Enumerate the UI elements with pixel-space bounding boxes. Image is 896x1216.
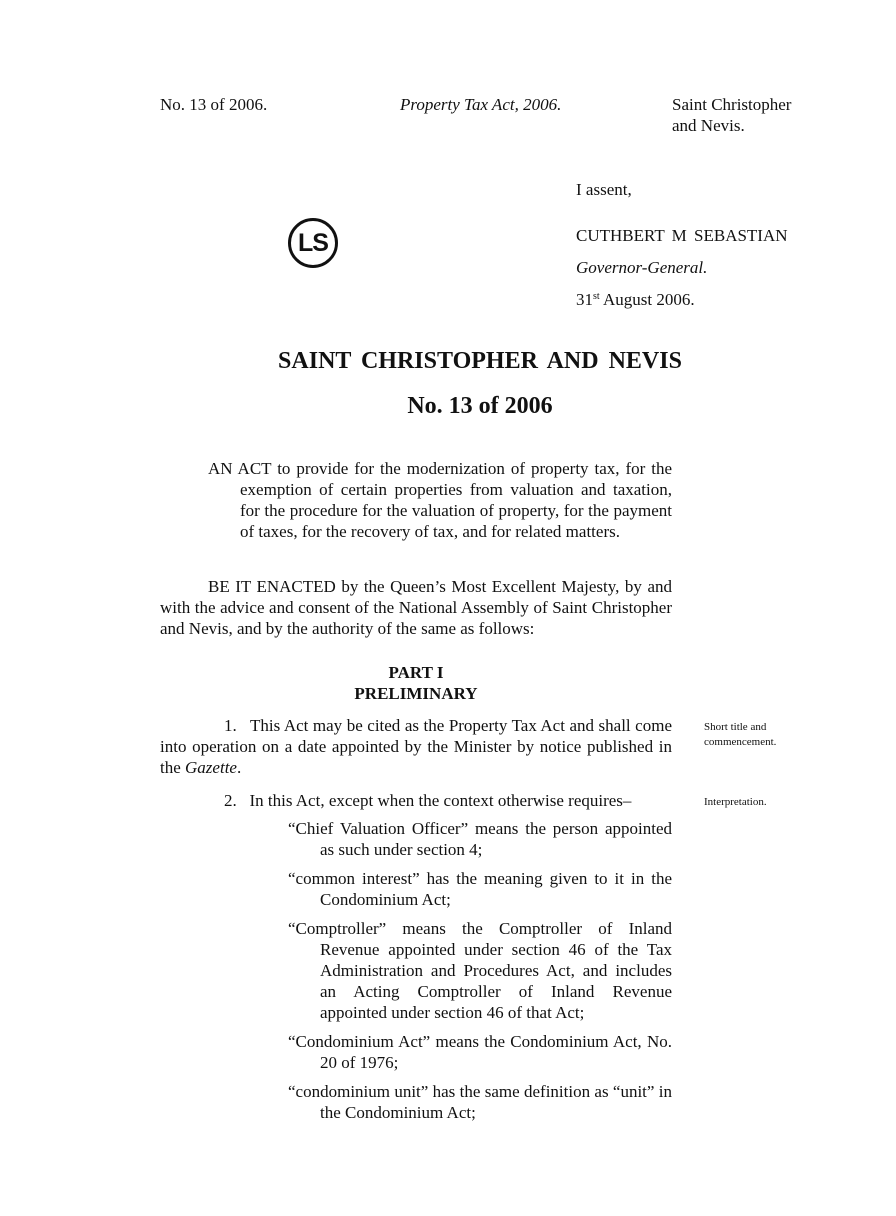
margin-note-short-title: Short title and commencement. [704,721,777,748]
seal-icon [288,218,338,268]
margin-note-interpretation: Interpretation. [704,796,767,808]
running-header-country-line2: and Nevis. [672,116,745,135]
running-header-act-number: No. 13 of 2006. [160,95,268,114]
running-header-country-line1: Saint Christopher [672,95,792,114]
definition-chief-valuation-officer: “Chief Valuation Officer” means the person appointed as such under section 4; [288,819,672,859]
section-1-text: 1. This Act may be cited as the Property Tax Act and shall come into operation on a date appointed by the Minister by notice published in the [160,716,672,777]
definition-comptroller: “Comptroller” means the Comptroller of Inland Revenue appointed under section 46 of the Tax Administration and Procedures Act, and includes an Acting Comptroller of Inland Revenue appointed under section 46 of that Act; [288,919,672,1022]
gazette-reference: Gazette [185,758,237,777]
governor-general-title: Governor-General. [576,258,708,277]
part-number: PART I [388,663,444,682]
assent-text: I assent, [576,180,632,199]
assent-date [576,289,695,310]
running-header-act-title: Property Tax Act, 2006. [400,95,562,114]
long-title: AN ACT to provide for the modernization of property tax, for the exemption of certain properties from valuation and taxation, for the procedure for the valuation of property, for the payment of taxes, for the recovery of tax, and for related matters. [208,459,672,541]
section-2-intro: 2. In this Act, except when the context otherwise requires– [224,791,632,810]
act-number-title: No. 13 of 2006 [407,393,553,419]
seal-label: LS [298,228,328,257]
enacting-clause: BE IT ENACTED by the Queen’s Most Excellent Majesty, by and with the advice and consent of the National Assembly of Saint Christopher and Nevis, and by the authority of the same as follows: [160,577,672,638]
governor-general-name: CUTHBERT M SEBASTIAN [576,226,788,245]
part-title: PRELIMINARY [354,684,478,703]
definition-condominium-act: “Condominium Act” means the Condominium Act, No. 20 of 1976; [288,1032,672,1072]
definition-condominium-unit: “condominium unit” has the same definition as “unit” in the Condominium Act; [288,1082,672,1122]
country-title: SAINT CHRISTOPHER AND NEVIS [278,348,682,374]
assent-date-day: 31 [576,290,593,309]
section-1-end: . [236,758,242,777]
assent-date-suffix: st [593,291,600,302]
assent-date-rest: August 2006. [599,290,695,309]
definition-common-interest: “common interest” has the meaning given to it in the Condominium Act; [288,869,672,909]
running-header-country [672,94,791,136]
section-1 [160,715,672,778]
